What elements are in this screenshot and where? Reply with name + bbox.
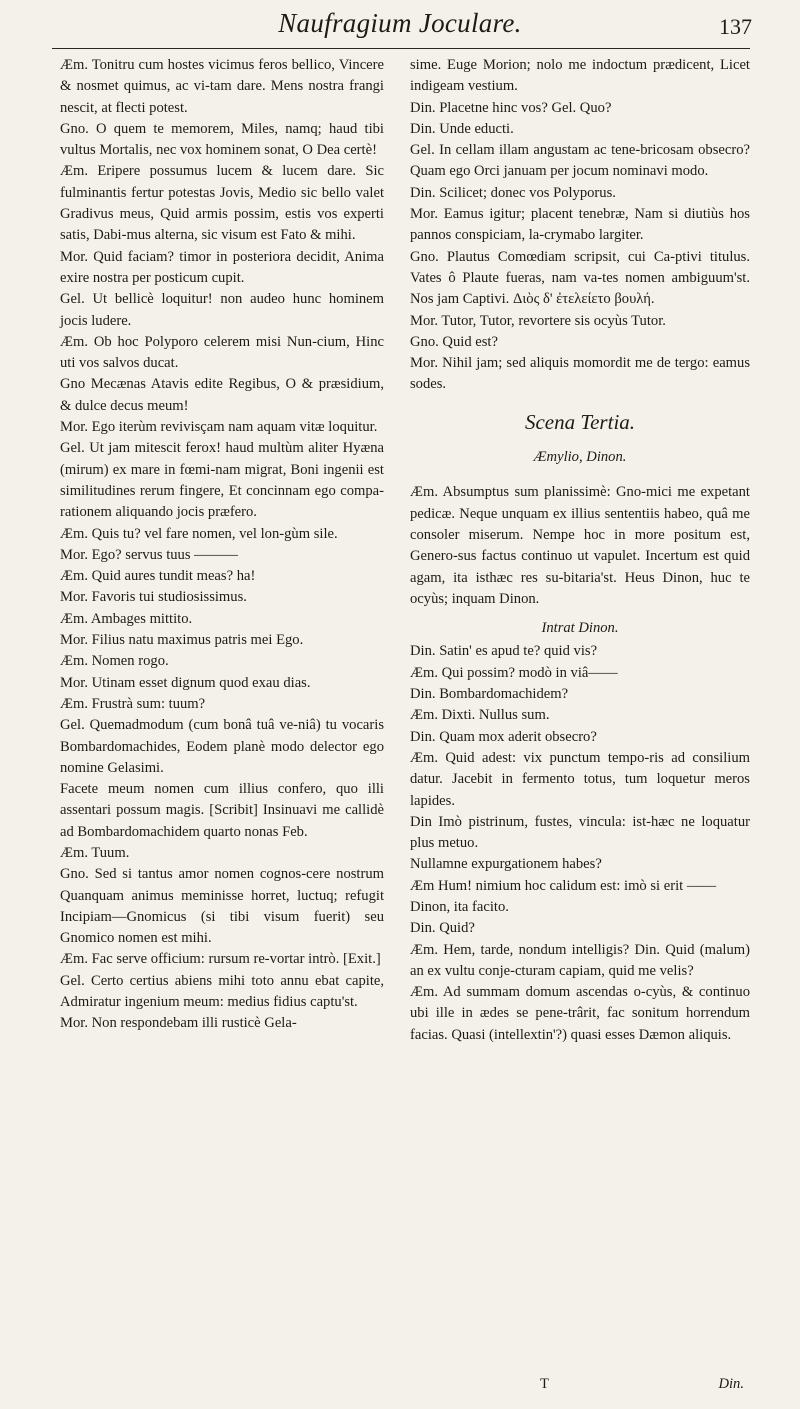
dialogue-line: Æm. Fac serve officium: rursum re-vortar intrò. [Exit.]	[60, 951, 381, 968]
dialogue-line: Mor. Favoris tui studiosissimus.	[60, 589, 247, 606]
dialogue-line: Æm. Ad summam domum ascendas o-cyùs, & continuo ubi ille in ædes se pene-trârit, fac sonitum horrendum facias. Quasi (intellextin'?) quasi esses Dæmon aliquis.	[410, 984, 750, 1043]
dialogue-line: Mor. Filius natu maximus patris mei Ego.	[60, 632, 304, 649]
dialogue-line: Æm. Tonitru cum hostes vicimus feros bellico, Vincere & nosmet quimus, ac vi-tam dare. Mens nostra frangi nescit, at flecti potest.	[60, 57, 384, 116]
dialogue-line: sime. Euge Morion; nolo me indoctum prædicent, Licet indigeam vestium.	[410, 57, 750, 95]
dialogue-line: Æm. Ob hoc Polyporo celerem misi Nun-cium, Hinc uti vos salvos ducat.	[60, 333, 384, 372]
dialogue-line: Gel. Ut bellicè loquitur! non audeo hunc hominem jocis ludere.	[60, 291, 384, 329]
dialogue-line: Gno. O quem te memorem, Miles, namq; haud tibi vultus Mortalis, nec vox hominem sonat, O Dea certè!	[60, 120, 384, 159]
right-column	[410, 55, 750, 1046]
dialogue-line: Æm. Frustrà sum: tuum?	[60, 695, 206, 712]
dialogue-line: Gel. Certo certius abiens mihi toto annu ebat capite, Admiratur ingenium meum: medius fidius captu'st.	[60, 972, 384, 1011]
dialogue-line: Æm. Tuum.	[60, 844, 130, 861]
dialogue-line: Din. Scilicet; donec vos Polyporus.	[410, 184, 616, 201]
dialogue-line: Æm. Qui possim? modò in viâ——	[410, 664, 618, 681]
stage-direction: Intrat Dinon.	[541, 620, 619, 637]
dialogue-line: Nullamne expurgationem habes?	[410, 856, 602, 873]
dialogue-line: Æm. Absumptus sum planissimè: Gno-mici me expetant pedicæ. Neque unquam ex illius sententiis habeo, quâ me consoler miserum. Nempe hoc in more positum est, Genero-sus factus continuo ut vapulet. Incertum est quid agam, ita isthæc res su-bitaria'st. Heus Dinon, huc te ocyùs; inquam Dinon.	[410, 484, 750, 607]
dialogue-line: Din. Quid?	[410, 920, 475, 937]
dialogue-line: Æm. Ambages mittito.	[60, 610, 193, 627]
dialogue-line: Gel. Quemadmodum (cum bonâ tuâ ve-niâ) tu vocaris Bombardomachides, Eodem planè modo delector ego nomine Gelasimi.	[60, 717, 384, 776]
dialogue-line: Din. Satin' es apud te? quid vis?	[410, 643, 598, 660]
dialogue-line: Din Imò pistrinum, fustes, vincula: ist-hæc ne loquatur plus metuo.	[410, 813, 750, 852]
dialogue-line: Dinon, ita facito.	[410, 898, 509, 915]
dialogue-line: Gno. Quid est?	[410, 333, 498, 350]
dialogue-line: Gel. Ut jam mitescit ferox! haud multùm aliter Hyæna (mirum) ex mare in fœmi-nam migrat, Boni ingenii est similitudines rerum fingere, Et concinnam ego compa-rationem aliquando jocis præfero.	[60, 440, 384, 521]
dialogue-line: Mor. Utinam esset dignum quod exau dias.	[60, 674, 311, 691]
dialogue-line: Din. Placetne hinc vos? Gel. Quo?	[410, 99, 612, 116]
dialogue-line: Æm. Quis tu? vel fare nomen, vel lon-gùm sile.	[60, 525, 338, 542]
dialogue-line: Mor. Ego? servus tuus ———	[60, 546, 238, 563]
dialogue-line: Din. Unde educti.	[410, 120, 514, 137]
dialogue-line: Æm. Quid adest: vix punctum tempo-ris ad consilium datur. Jacebit in fermento totus, tum loquetur meros lapides.	[410, 749, 750, 809]
right-column-dialogue-mid	[410, 482, 750, 610]
dialogue-line: Gno Mecænas Atavis edite Regibus, O & præsidium, & dulce decus meum!	[60, 376, 384, 414]
dialogue-line: Mor. Tutor, Tutor, revortere sis ocyùs Tutor.	[410, 312, 666, 329]
dialogue-line: Æm. Dixti. Nullus sum.	[410, 707, 550, 724]
dialogue-line: Gno. Plautus Comœdiam scripsit, cui Ca-ptivi titulus. Vates ô Plaute fueras, nam va-tes nomen ambiguum'st. Nos jam Captivi. Διὸς δ' ἐτελείετο βουλή.	[410, 248, 750, 308]
scene-title: Scena Tertia.	[524, 409, 636, 434]
page-title: Naufragium Joculare.	[278, 8, 522, 38]
signature-mark: T	[540, 1376, 549, 1392]
dialogue-line: Gno. Sed si tantus amor nomen cognos-cere nostrum Quanquam animus meminisse horret, luctuq; refugit Incipiam—Gnomicus (si tibi visum fuerit) seu Gnomico nomen est mihi.	[60, 866, 384, 947]
dialogue-line: Din. Bombardomachidem?	[410, 686, 569, 703]
dramatis-personae: Æmylio, Dinon.	[533, 449, 627, 466]
dialogue-line: Æm. Quid aures tundit meas? ha!	[60, 568, 256, 585]
catchword: Din.	[718, 1376, 744, 1392]
dialogue-line: Æm. Hem, tarde, nondum intelligis? Din. Quid (malum) an ex vultu conje-cturam capiam, quid me velis?	[410, 941, 750, 979]
dialogue-line: Mor. Non respondebam illi rusticè Gela-	[60, 1015, 297, 1032]
dialogue-line: Mor. Ego iterùm revivisçam nam aquam vitæ loquitur.	[60, 419, 378, 436]
dialogue-line: Æm. Eripere possumus lucem & lucem dare. Sic fulminantis fertur potestas Jovis, Medio sic bello valet Gradivus meus, Quid armis possim, estis vos experti satis, Dabi-mus alterna, sic visum est Fato & mihi.	[60, 163, 384, 244]
dialogue-line: Gel. In cellam illam angustam ac tene-bricosam obsecro? Quam ego Orci januam per jocum nominavi modo.	[410, 142, 750, 180]
page-number: 137	[719, 14, 752, 39]
header-rule	[52, 48, 750, 49]
dialogue-line: Æm. Nomen rogo.	[60, 653, 169, 670]
dialogue-line: Mor. Quid faciam? timor in posteriora decidit, Anima exire nostra per posticum cupit.	[60, 248, 384, 286]
dialogue-line: Æm Hum! nimium hoc calidum est: imò si erit ——	[410, 877, 717, 894]
left-column	[60, 55, 384, 1035]
dialogue-line: Din. Quam mox aderit obsecro?	[410, 728, 597, 745]
running-head	[0, 4, 800, 48]
right-column-dialogue-after	[410, 641, 750, 1046]
dialogue-line: Mor. Nihil jam; sed aliquis momordit me de tergo: eamus sodes.	[410, 355, 750, 393]
dialogue-line: Mor. Eamus igitur; placent tenebræ, Nam si diutiùs hos pannos conspiciam, la-crymabo largiter.	[410, 206, 750, 244]
dialogue-line: Facete meum nomen cum illius confero, quo illi assentari possum magis. [Scribit] Insinuavi me callidè ad Bombardomachidem quarto nonas Feb.	[60, 781, 384, 840]
right-column-dialogue-before	[410, 55, 750, 396]
